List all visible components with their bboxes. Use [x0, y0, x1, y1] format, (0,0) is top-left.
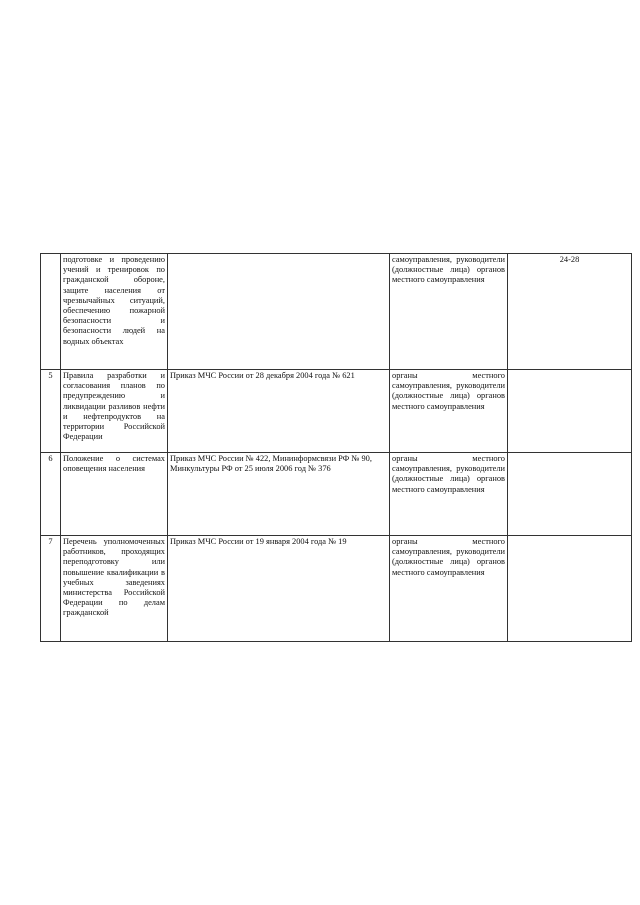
- responsible-parties: самоуправления, руководители (должностные лица) органов местного самоуправления: [390, 254, 508, 370]
- page-reference: [508, 370, 632, 453]
- responsible-parties: органы местного самоуправления, руководители (должностные лица) органов местного самоуправления: [390, 536, 508, 642]
- legal-act: Приказ МЧС России от 28 декабря 2004 года № 621: [168, 370, 390, 453]
- page-reference: 24-28: [508, 254, 632, 370]
- page-reference: [508, 536, 632, 642]
- table-row: [41, 254, 632, 370]
- row-number: [41, 254, 61, 370]
- table-row: [41, 453, 632, 536]
- table-row: [41, 536, 632, 642]
- legal-act: [168, 254, 390, 370]
- document-title: Положение о системах оповещения населения: [61, 453, 168, 536]
- responsible-parties: органы местного самоуправления, руководители (должностные лица) органов местного самоуправления: [390, 370, 508, 453]
- document-title: подготовке и проведению учений и тренировок по гражданской обороне, защите населения от чрезвычайных ситуаций, обеспечению пожарной безопасности и безопасности людей на водных объектах: [61, 254, 168, 370]
- document-title: Правила разработки и согласования планов по предупреждению и ликвидации разливов нефти и нефтепродуктов на территории Российской Федерации: [61, 370, 168, 453]
- row-number: 7: [41, 536, 61, 642]
- page-reference: [508, 453, 632, 536]
- table-row: [41, 370, 632, 453]
- legal-act: Приказ МЧС России № 422, Мининформсвязи РФ № 90, Минкультуры РФ от 25 июля 2006 год № 376: [168, 453, 390, 536]
- row-number: 5: [41, 370, 61, 453]
- legal-act: Приказ МЧС России от 19 января 2004 года № 19: [168, 536, 390, 642]
- row-number: 6: [41, 453, 61, 536]
- document-title: Перечень уполномоченных работников, проходящих переподготовку или повышение квалификации в учебных заведениях министерства Российской Федерации по делам гражданской: [61, 536, 168, 642]
- regulations-table: [40, 253, 632, 642]
- responsible-parties: органы местного самоуправления, руководители (должностные лица) органов местного самоуправления: [390, 453, 508, 536]
